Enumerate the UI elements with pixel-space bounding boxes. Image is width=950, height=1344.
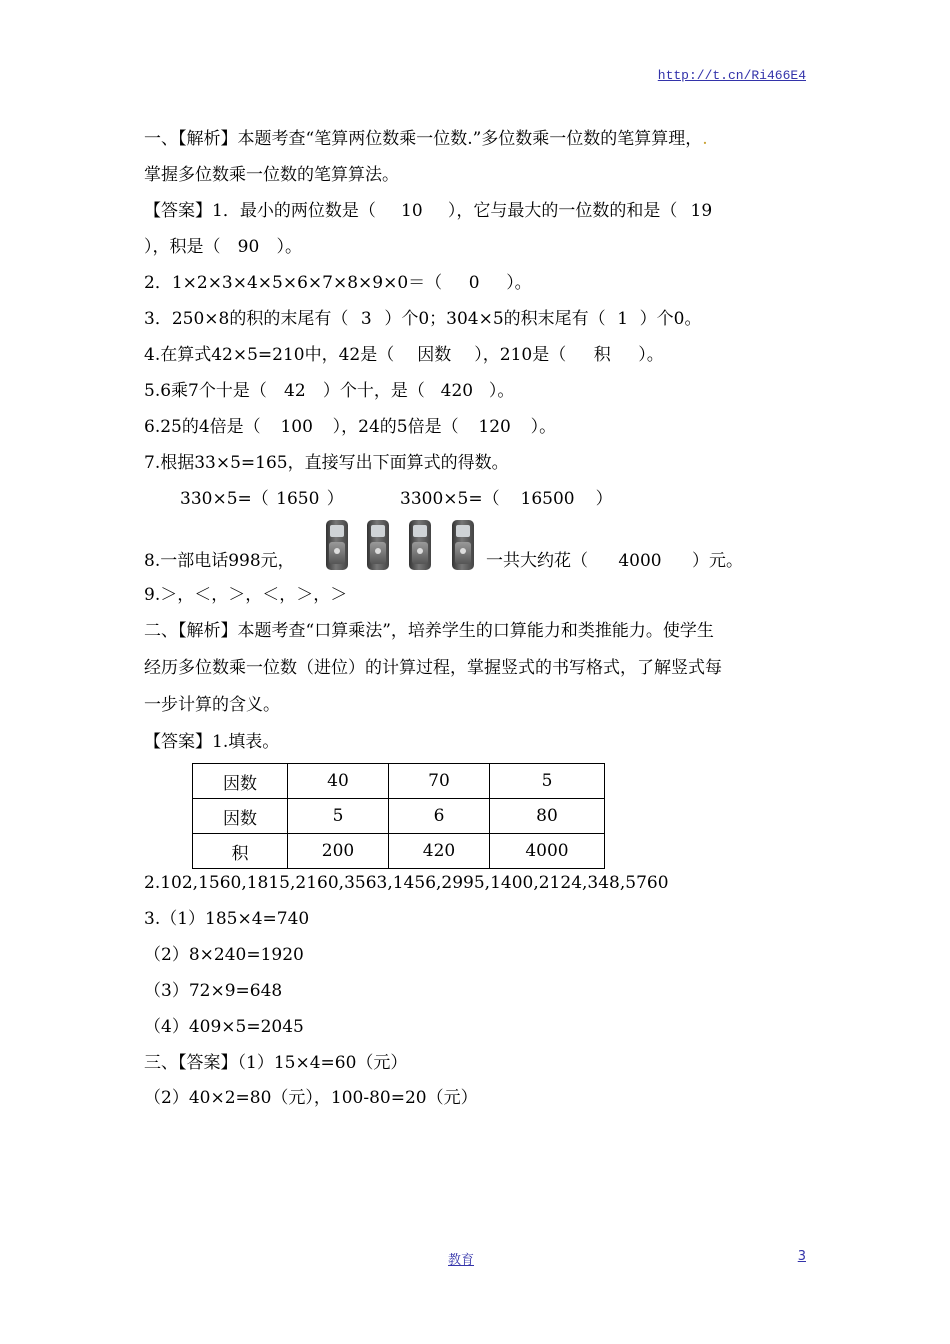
s1-q8-answer: 一共大约花（ 4000 ）元。 <box>486 551 743 571</box>
table-cell: 4000 <box>490 834 605 869</box>
table-cell: 因数 <box>193 764 288 799</box>
s1-analysis-line2: 掌握多位数乘一位数的笔算算法。 <box>144 165 399 185</box>
table-cell: 积 <box>193 834 288 869</box>
s2-answer-2: 2.102,1560,1815,2160,3563,1456,2995,1400,2124,348,5760 <box>144 873 669 893</box>
answer-q3-2: 1 <box>617 309 629 329</box>
s2-analysis-line3: 一步计算的含义。 <box>144 695 280 715</box>
table-cell: 80 <box>490 799 605 834</box>
fill-table <box>192 763 605 869</box>
s1-q8-text: 8.一部电话998元， <box>144 551 295 571</box>
s1-q1-line2: ），积是（ 90 ）。 <box>144 237 302 257</box>
table-cell: 6 <box>389 799 490 834</box>
s1-q3: 3．250×8的积的末尾有（ 3 ）个0；304×5的积末尾有（ 1 ）个0。 <box>144 309 702 329</box>
s3-answer-1: 三、【答案】（1）15×4=60（元） <box>144 1053 408 1073</box>
page-number[interactable]: 3 <box>797 1249 806 1264</box>
phone-image <box>452 520 474 570</box>
answer-q7-2: 16500 <box>520 489 575 509</box>
s1-q2: 2．1×2×3×4×5×6×7×8×9×0＝（ 0 ）。 <box>144 273 532 293</box>
s2-analysis-line2: 经历多位数乘一位数（进位）的计算过程，掌握竖式的书写格式，了解竖式每 <box>144 658 722 678</box>
answer-q5-2: 420 <box>440 381 474 401</box>
answer-q1-2: 19 <box>690 201 713 221</box>
table-row <box>193 799 605 834</box>
table-cell: 70 <box>389 764 490 799</box>
header-link[interactable]: http://t.cn/Ri466E4 <box>657 68 806 83</box>
s2-answer-3-1: 3.（1）185×4=740 <box>144 909 310 929</box>
answer-q1-1: 10 <box>401 201 423 221</box>
answer-q6-2: 120 <box>478 417 511 437</box>
phone-image <box>326 520 348 570</box>
table-cell: 40 <box>288 764 389 799</box>
s1-q6: 6.25的4倍是（ 100 ），24的5倍是（ 120 ）。 <box>144 417 557 437</box>
answer-q2: 0 <box>468 273 480 293</box>
s2-answer-3-2: （2）8×240=1920 <box>144 945 304 965</box>
table-cell: 因数 <box>193 799 288 834</box>
s1-q5: 5.6乘7个十是（ 42 ）个十，是（ 420 ）。 <box>144 381 515 401</box>
s1-q7-expr2: 3300×5=（ 16500 ） <box>400 489 613 509</box>
footer-link[interactable]: 教育 <box>448 1253 475 1268</box>
answer-q4-2: 积 <box>593 345 611 365</box>
table-cell: 200 <box>288 834 389 869</box>
s3-answer-2: （2）40×2=80（元），100-80=20（元） <box>144 1088 478 1108</box>
answer-q8: 4000 <box>618 551 662 571</box>
answer-q5-1: 42 <box>284 381 306 401</box>
answer-q7-1: 1650 <box>276 489 320 509</box>
s1-q7-expr1: 330×5=（ 1650 ） <box>180 489 344 509</box>
table-row <box>193 834 605 869</box>
answer-q3-1: 3 <box>360 309 372 329</box>
s1-analysis-line1: 一、【解析】本题考查“笔算两位数乘一位数.”多位数乘一位数的笔算算理，. <box>144 129 708 149</box>
phone-image <box>409 520 431 570</box>
table-cell: 420 <box>389 834 490 869</box>
s1-q7: 7.根据33×5=165，直接写出下面算式的得数。 <box>144 453 509 473</box>
s1-q4: 4.在算式42×5=210中，42是（ 因数 ），210是（ 积 ）。 <box>144 345 664 365</box>
answer-q4-1: 因数 <box>417 345 452 365</box>
s1-q1-line1: 【答案】1．最小的两位数是（ 10 ），它与最大的一位数的和是（ 19 <box>144 200 725 222</box>
phone-image <box>367 520 389 570</box>
table-cell: 5 <box>288 799 389 834</box>
table-row <box>193 764 605 799</box>
answer-q6-1: 100 <box>280 417 313 437</box>
answer-q1-3: 90 <box>237 237 260 257</box>
s1-q9: 9.＞，＜，＞，＜，＞，＞ <box>144 585 348 605</box>
table-cell: 5 <box>490 764 605 799</box>
s2-answer-3-4: （4）409×5=2045 <box>144 1017 304 1037</box>
s2-answer-3-3: （3）72×9=648 <box>144 981 283 1001</box>
s2-answer-1: 【答案】1.填表。 <box>144 732 280 752</box>
s2-analysis-line1: 二、【解析】本题考查“口算乘法”，培养学生的口算能力和类推能力。使学生 <box>144 621 714 641</box>
